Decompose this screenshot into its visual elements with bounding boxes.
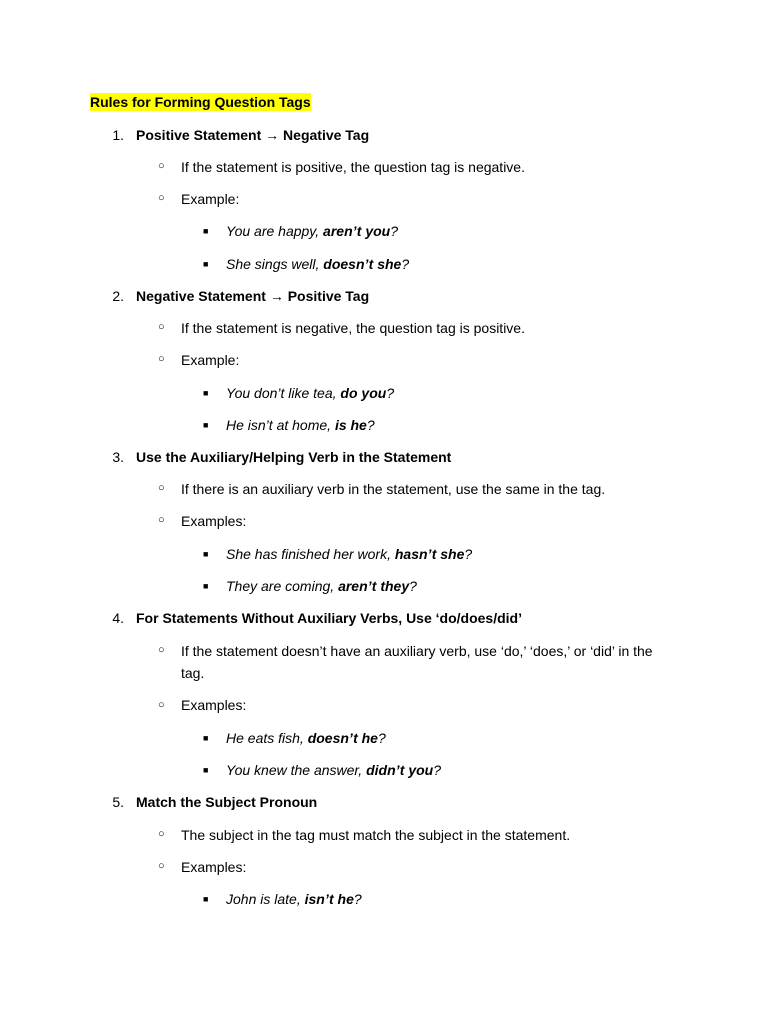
circle-bullet-icon: ○ — [158, 353, 165, 365]
title-highlight: Rules for Forming Question Tags — [90, 94, 311, 110]
rule-point-label: Example: — [181, 352, 240, 368]
circle-bullet-icon: ○ — [158, 192, 165, 204]
rule-heading: Positive Statement → Negative Tag — [136, 127, 370, 143]
example-sentence: You are happy, aren’t you? — [226, 223, 398, 239]
rule-heading: For Statements Without Auxiliary Verbs, Use ‘do/does/did’ — [136, 610, 522, 626]
rule-point-label: Examples: — [181, 513, 247, 529]
question-tag: is he — [334, 417, 367, 433]
rule-heading: Negative Statement → Positive Tag — [136, 288, 370, 304]
example-sentence: They are coming, aren’t they? — [226, 578, 417, 594]
example-sentence: You knew the answer, didn’t you? — [226, 762, 442, 778]
square-bullet-icon: ■ — [203, 259, 209, 269]
rule-point: The subject in the tag must match the subject in the statement. — [181, 827, 571, 843]
rule-point-label: Example: — [181, 191, 240, 207]
circle-bullet-icon: ○ — [158, 482, 165, 494]
example-sentence: She has finished her work, hasn’t she? — [226, 546, 473, 562]
rule-point: If there is an auxiliary verb in the statement, use the same in the tag. — [181, 481, 606, 497]
circle-bullet-icon: ○ — [158, 321, 165, 333]
rule-number: 3. — [112, 449, 124, 465]
circle-bullet-icon: ○ — [158, 828, 165, 840]
square-bullet-icon: ■ — [203, 765, 209, 775]
square-bullet-icon: ■ — [203, 420, 209, 430]
question-tag: doesn’t she — [323, 256, 402, 272]
circle-bullet-icon: ○ — [158, 644, 165, 656]
question-tag: hasn’t she — [394, 546, 465, 562]
square-bullet-icon: ■ — [203, 733, 209, 743]
circle-bullet-icon: ○ — [158, 160, 165, 172]
square-bullet-icon: ■ — [203, 894, 209, 904]
square-bullet-icon: ■ — [203, 226, 209, 236]
rule-number: 5. — [112, 794, 124, 810]
circle-bullet-icon: ○ — [158, 860, 165, 872]
square-bullet-icon: ■ — [203, 549, 209, 559]
example-sentence: She sings well, doesn’t she? — [226, 256, 410, 272]
question-tag: didn’t you — [366, 762, 434, 778]
rule-heading: Use the Auxiliary/Helping Verb in the Statement — [136, 449, 452, 465]
example-sentence: He isn’t at home, is he? — [226, 417, 375, 433]
rule-number: 1. — [112, 127, 124, 143]
question-tag: isn’t he — [304, 891, 354, 907]
square-bullet-icon: ■ — [203, 581, 209, 591]
rule-number: 4. — [112, 610, 124, 626]
question-tag: aren’t you — [323, 223, 391, 239]
example-sentence: He eats fish, doesn’t he? — [226, 730, 386, 746]
example-sentence: You don’t like tea, do you? — [226, 385, 395, 401]
question-tag: do you — [340, 385, 387, 401]
circle-bullet-icon: ○ — [158, 514, 165, 526]
document-title — [90, 93, 311, 111]
rule-point-label: Examples: — [181, 697, 247, 713]
question-tag: doesn’t he — [307, 730, 378, 746]
rule-number: 2. — [112, 288, 124, 304]
rule-point: If the statement doesn’t have an auxiliary verb, use ‘do,’ ‘does,’ or ‘did’ in the tag. — [181, 643, 653, 681]
circle-bullet-icon: ○ — [158, 699, 165, 711]
rule-point: If the statement is negative, the question tag is positive. — [181, 320, 525, 336]
rule-point-label: Examples: — [181, 859, 247, 875]
example-sentence: John is late, isn’t he? — [226, 891, 362, 907]
rule-heading: Match the Subject Pronoun — [136, 794, 318, 810]
question-tag: aren’t they — [338, 578, 410, 594]
rule-point: If the statement is positive, the question tag is negative. — [181, 159, 525, 175]
square-bullet-icon: ■ — [203, 388, 209, 398]
